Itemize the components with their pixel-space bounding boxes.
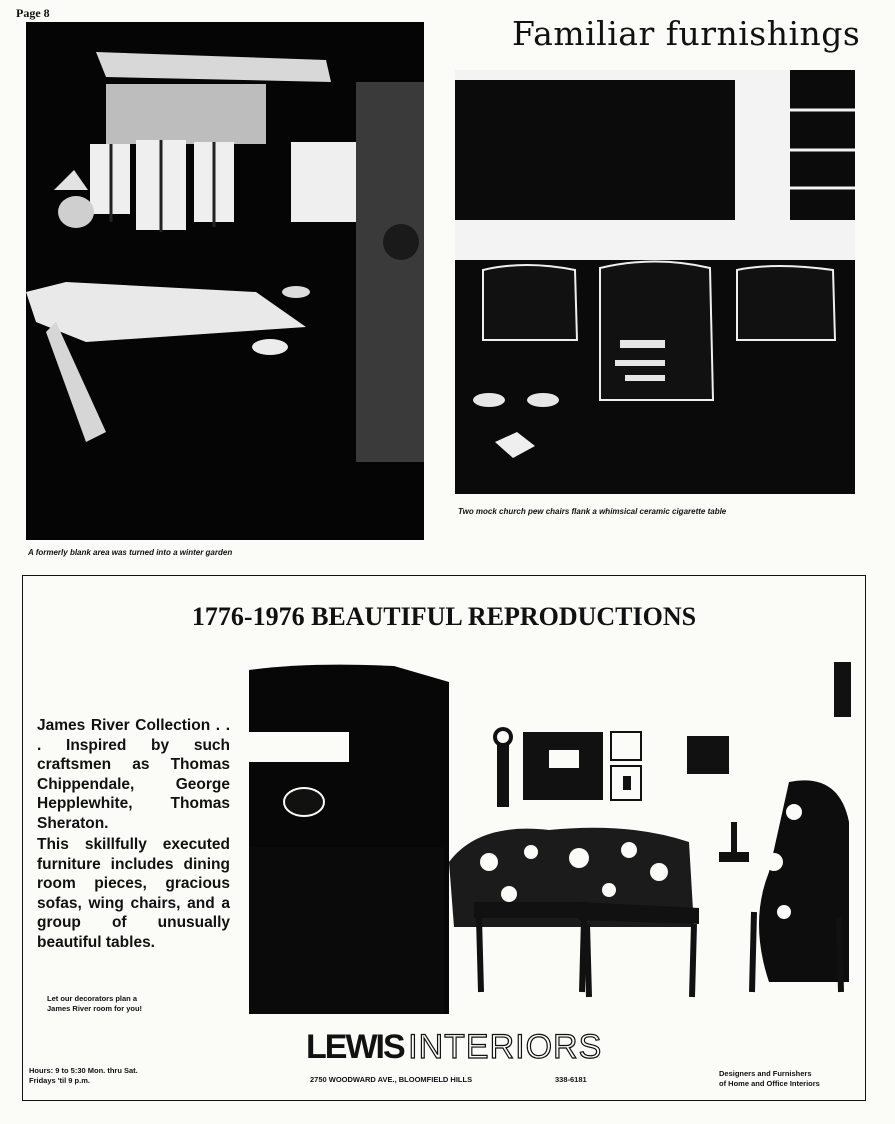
designers-line-2: of Home and Office Interiors: [719, 1079, 820, 1088]
pew-chairs-photo: [455, 70, 855, 494]
pew-chairs-caption: Two mock church pew chairs flank a whimsical ceramic cigarette table: [458, 507, 727, 516]
hours-line-1: Hours: 9 to 5:30 Mon. thru Sat.: [29, 1066, 138, 1075]
ad-copy-paragraph-2: This skillfully executed furniture includes dining room pieces, gracious sofas, wing chairs, and a group of unusually beautiful tables.: [37, 836, 230, 951]
store-address: 2750 WOODWARD AVE., BLOOMFIELD HILLS: [310, 1075, 473, 1084]
hours-line-2: Fridays 'til 9 p.m.: [29, 1076, 90, 1085]
living-room-photo: [249, 662, 851, 1014]
store-hours: [29, 1066, 229, 1086]
winter-garden-photo: [26, 22, 424, 540]
ad-body-copy: [37, 716, 230, 954]
winter-garden-caption: A formerly blank area was turned into a winter garden: [28, 548, 233, 557]
designers-line-1: Designers and Furnishers: [719, 1069, 812, 1078]
lewis-interiors-advertisement: [22, 575, 866, 1101]
winter-garden-image: [26, 22, 424, 540]
logo-interiors: INTERIORS: [408, 1028, 603, 1066]
logo-lewis: LEWIS: [306, 1028, 404, 1066]
lewis-interiors-logo: [306, 1029, 602, 1065]
designers-tagline: [719, 1069, 859, 1089]
pew-chairs-image: [455, 70, 855, 494]
ad-copy-paragraph-1: James River Collection . . . Inspired by such craftsmen as Thomas Chippendale, George Hepplewhite, Thomas Sheraton.: [37, 717, 230, 832]
ad-title: 1776-1976 BEAUTIFUL REPRODUCTIONS: [191, 602, 697, 631]
page-number: Page 8: [16, 6, 50, 20]
decorators-note: Let our decorators plan a James River room for you!: [47, 994, 143, 1013]
living-room-image: [249, 662, 851, 1014]
headline: Familiar furnishings: [512, 14, 861, 53]
store-phone: 338-6181: [555, 1075, 587, 1084]
